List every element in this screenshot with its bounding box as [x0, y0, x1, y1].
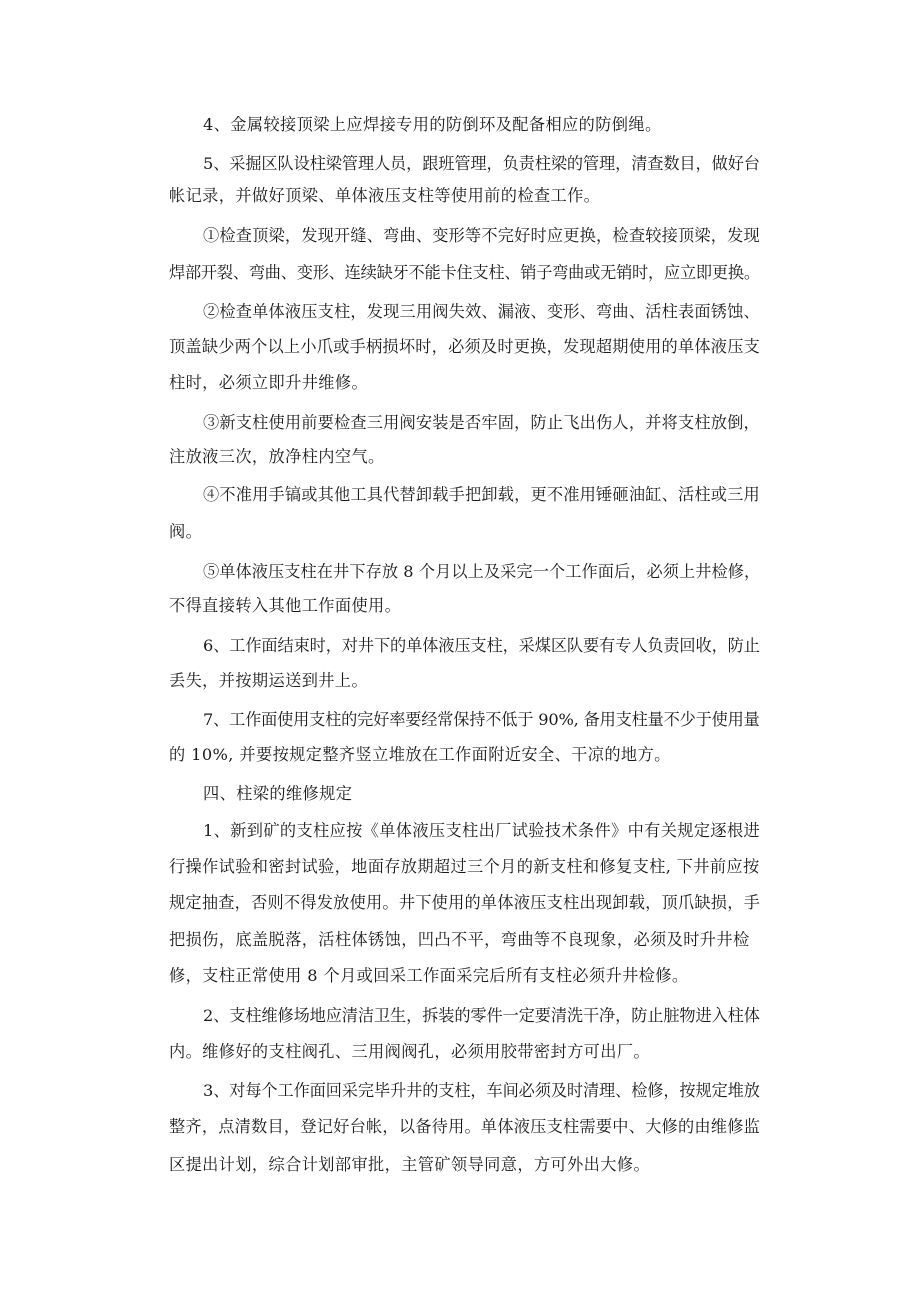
text-line: 焊部开裂、弯曲、变形、连续缺牙不能卡住支柱、销子弯曲或无销时，应立即更换。 [169, 263, 760, 282]
text-line: 阀。 [169, 522, 203, 541]
text-line: 5、采掘区队设柱梁管理人员，跟班管理，负责柱梁的管理，清查数目，做好台 [203, 154, 760, 173]
text-line: 1、新到矿的支柱应按《单体液压支柱出厂试验技术条件》中有关规定逐根进 [203, 821, 761, 840]
text-line: 3、对每个工作面回采完毕升井的支柱，车间必须及时清理、检修，按规定堆放 [203, 1081, 760, 1100]
text-line: 区提出计划，综合计划部审批，主管矿领导同意，方可外出大修。 [169, 1155, 651, 1174]
text-line: 6、工作面结束时，对井下的单体液压支柱，采煤区队要有专人负责回收，防止 [203, 636, 760, 655]
text-line: 内。维修好的支柱阀孔、三用阀阀孔，必须用胶带密封方可出厂。 [169, 1042, 651, 1061]
text-line: 顶盖缺少两个以上小爪或手柄损坏时，必须及时更换，发现超期使用的单体液压支 [169, 337, 761, 356]
text-line: 帐记录，并做好顶梁、单体液压支柱等使用前的检查工作。 [169, 186, 601, 205]
text-line: 的 10%, 并要按规定整齐竖立堆放在工作面附近安全、干凉的地方。 [169, 745, 671, 764]
text-line: 柱时，必须立即升井维修。 [169, 373, 369, 392]
text-line: ④不准用手镐或其他工具代替卸载手把卸载，更不准用锤砸油缸、活柱或三用 [203, 485, 760, 504]
text-line: 丢失，并按期运送到井上。 [169, 671, 369, 690]
text-line: 整齐，点清数目，登记好台帐，以备待用。单体液压支柱需要中、大修的由维修监 [169, 1117, 761, 1136]
text-line: 注放液三次，放净柱内空气。 [169, 447, 385, 466]
text-line: 行操作试验和密封试验，地面存放期超过三个月的新支柱和修复支柱, 下井前应按 [169, 857, 760, 876]
text-line: 7、工作面使用支柱的完好率要经常保持不低于 90%, 备用支柱量不少于使用量 [203, 710, 760, 729]
text-line: 修，支柱正常使用 8 个月或回采工作面采完后所有支柱必须升井检修。 [169, 966, 689, 985]
text-line: ②检查单体液压支柱，发现三用阀失效、漏液、变形、弯曲、活柱表面锈蚀、 [203, 302, 760, 321]
text-line: 4、金属较接顶梁上应焊接专用的防倒环及配备相应的防倒绳。 [203, 115, 662, 134]
text-line: 不得直接转入其他工作面使用。 [169, 596, 402, 615]
text-line: 把损伤，底盖脱落，活柱体锈蚀，凹凸不平，弯曲等不良现象，必须及时升井检 [169, 930, 750, 949]
text-line: ⑤单体液压支柱在井下存放 8 个月以上及采完一个工作面后，必须上井检修， [203, 562, 761, 581]
text-line: 2、支柱维修场地应清洁卫生，拆装的零件一定要清洗干净，防止脏物进入柱体 [203, 1006, 760, 1025]
text-line: ③新支柱使用前要检查三用阀安装是否牢固，防止飞出伤人，并将支柱放倒， [203, 413, 760, 432]
text-line: 规定抽查，否则不得发放使用。井下使用的单体液压支柱出现卸载，顶爪缺损，手 [169, 893, 761, 912]
text-line: ①检查顶梁，发现开缝、弯曲、变形等不完好时应更换，检查较接顶梁，发现 [203, 226, 760, 245]
section-heading: 四、柱梁的维修规定 [203, 784, 353, 803]
